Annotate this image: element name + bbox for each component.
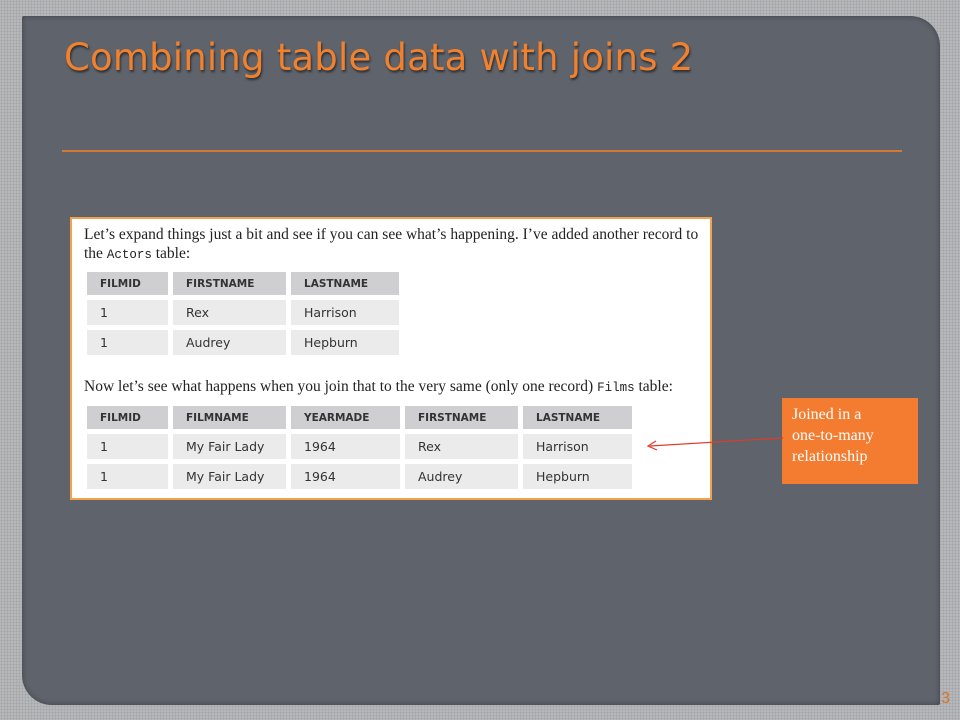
table-row bbox=[87, 464, 632, 489]
intro-text-end: table: bbox=[151, 245, 191, 262]
column-header: LASTNAME bbox=[291, 272, 399, 295]
table-cell: Audrey bbox=[405, 464, 518, 489]
table-header-row bbox=[87, 406, 632, 429]
book-excerpt-figure bbox=[70, 217, 712, 500]
callout-line: one-to-many bbox=[792, 427, 874, 444]
table-cell: 1964 bbox=[291, 434, 400, 459]
table-row bbox=[87, 434, 632, 459]
table-cell: My Fair Lady bbox=[173, 434, 286, 459]
column-header: LASTNAME bbox=[523, 406, 632, 429]
join-text-end: table: bbox=[634, 378, 673, 395]
column-header: YEARMADE bbox=[291, 406, 400, 429]
table-cell: 1 bbox=[87, 300, 168, 325]
column-header: FILMNAME bbox=[173, 406, 286, 429]
table-cell: My Fair Lady bbox=[173, 464, 286, 489]
joined-table bbox=[82, 401, 637, 494]
table-cell: Audrey bbox=[173, 330, 286, 355]
column-header: FIRSTNAME bbox=[173, 272, 286, 295]
table-cell: 1964 bbox=[291, 464, 400, 489]
table-cell: 1 bbox=[87, 434, 168, 459]
join-paragraph bbox=[84, 377, 708, 398]
title-underline bbox=[62, 150, 902, 152]
intro-text-start: Let’s expand things just a bit and see if you can see what’s happening. I’ve added another record to the bbox=[84, 226, 699, 262]
slide-title: Combining table data with joins 2 bbox=[64, 36, 694, 79]
films-code-word: Films bbox=[597, 381, 635, 395]
table-cell: Hepburn bbox=[523, 464, 632, 489]
table-cell: 1 bbox=[87, 330, 168, 355]
column-header: FILMID bbox=[87, 272, 168, 295]
callout-line: Joined in a bbox=[792, 406, 862, 423]
callout-line: relationship bbox=[792, 448, 868, 465]
table-cell: Harrison bbox=[291, 300, 399, 325]
intro-paragraph bbox=[84, 225, 708, 265]
join-text-start: Now let’s see what happens when you join that to the very same (only one record) bbox=[84, 378, 598, 395]
table-cell: Rex bbox=[405, 434, 518, 459]
table-row bbox=[87, 300, 399, 325]
actors-code-word: Actors bbox=[106, 248, 152, 262]
table-cell: Harrison bbox=[523, 434, 632, 459]
table-header-row bbox=[87, 272, 399, 295]
table-cell: 1 bbox=[87, 464, 168, 489]
actors-table bbox=[82, 267, 404, 360]
callout-box bbox=[782, 398, 918, 484]
table-cell: Rex bbox=[173, 300, 286, 325]
page-number: 3 bbox=[941, 690, 950, 707]
callout-arrow-icon bbox=[640, 432, 784, 452]
column-header: FIRSTNAME bbox=[405, 406, 518, 429]
table-cell: Hepburn bbox=[291, 330, 399, 355]
column-header: FILMID bbox=[87, 406, 168, 429]
table-row bbox=[87, 330, 399, 355]
